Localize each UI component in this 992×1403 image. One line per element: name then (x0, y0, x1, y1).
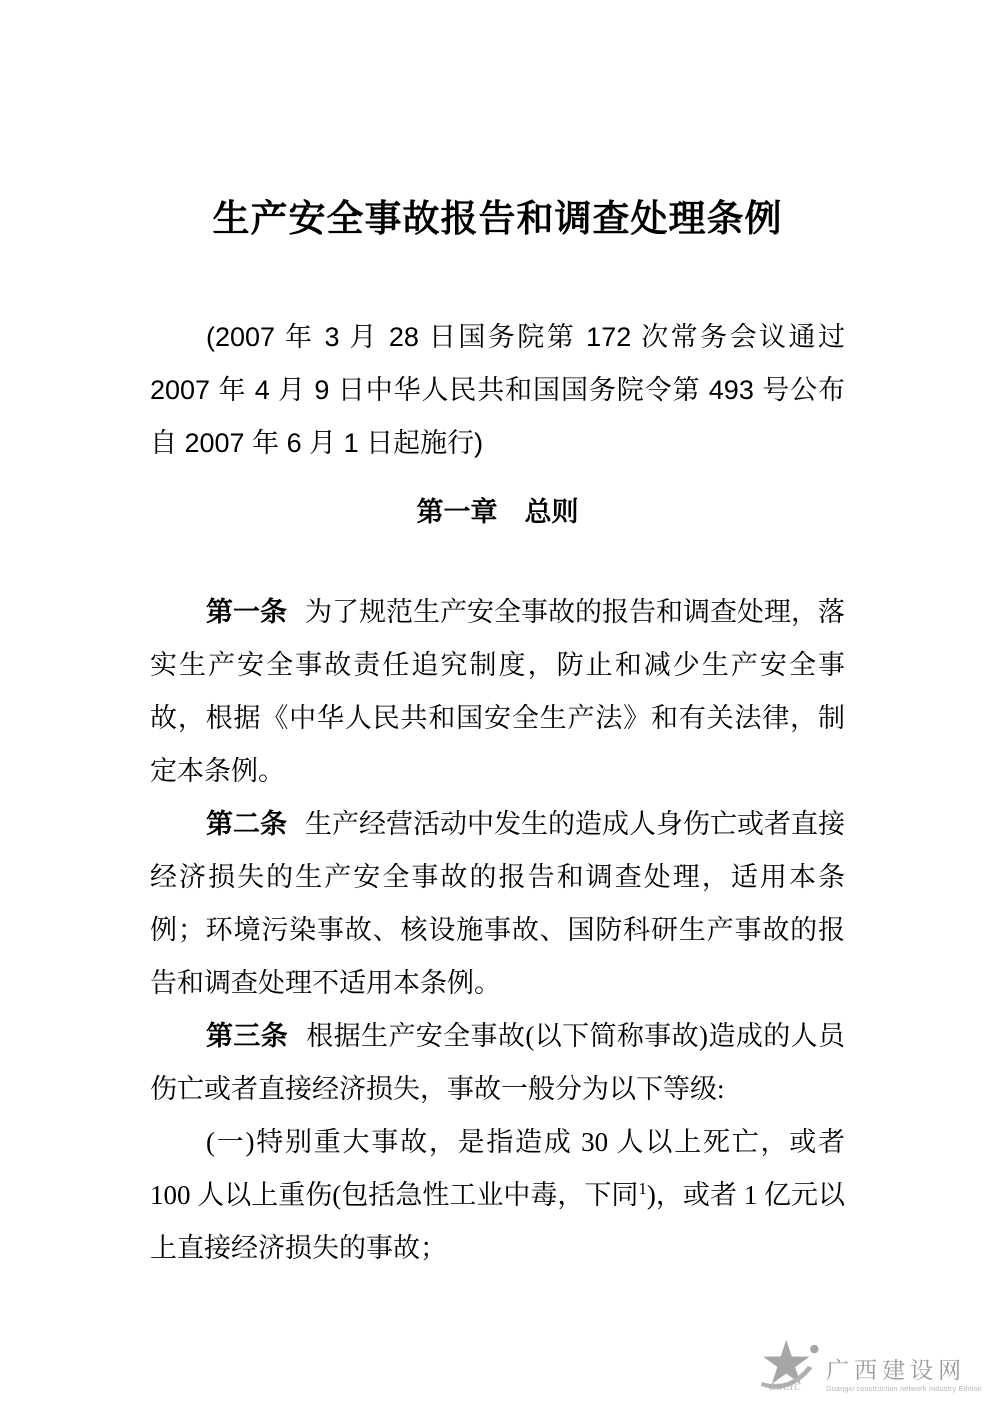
article-number: 第二条 (206, 809, 287, 839)
preamble-paragraph: (2007 年 3 月 28 日国务院第 172 次常务会议通过 2007 年 4 月 9 日中华人民共和国国务院令第 493 号公布 自 2007 年 6 月 1 日起施行) (150, 322, 845, 458)
watermark-text-block (826, 1359, 982, 1395)
article-paragraph (150, 586, 845, 798)
star-logo-icon (760, 1337, 820, 1395)
article-body (150, 586, 845, 1275)
article-number: 第三条 (206, 1021, 289, 1051)
article-text: 生产经营活动中发生的造成人身伤亡或者直接经济损失的生产安全事故的报告和调查处理，适用本条例；环境污染事故、核设施事故、国防科研生产事故的报告和调查处理不适用本条例。 (150, 809, 845, 998)
site-watermark (760, 1337, 982, 1395)
clause-paragraph (150, 1116, 845, 1275)
article-number: 第一条 (206, 597, 287, 627)
clause-text: (一)特别重大事故，是指造成 30 人以上死亡，或者 100 人以上重伤(包括急性工业中毒，下同 (150, 1127, 845, 1210)
footnote-ref: 1 (638, 1179, 647, 1198)
document-title: 生产安全事故报告和调查处理条例 (212, 198, 783, 239)
chapter-heading: 第一章 总则 (416, 497, 579, 527)
article-text: 根据生产安全事故(以下简称事故)造成的人员伤亡或者直接经济损失，事故一般分为以下等级: (150, 1021, 846, 1104)
document-content (150, 0, 845, 1275)
article-paragraph (150, 1010, 845, 1116)
watermark-site-name: 广西建设网 (826, 1357, 967, 1383)
logo-script-text: GXCIC (769, 1382, 802, 1392)
clause-text-after: )，或者 1 亿元以上直接经济损失的事故； (150, 1180, 845, 1263)
watermark-tagline: Guangxi construction network Industry Edition (826, 1386, 982, 1393)
article-text: 为了规范生产安全事故的报告和调查处理，落实生产安全事故责任追究制度，防止和减少生产安全事故，根据《中华人民共和国安全生产法》和有关法律，制定本条例。 (150, 597, 845, 786)
article-paragraph (150, 798, 845, 1010)
